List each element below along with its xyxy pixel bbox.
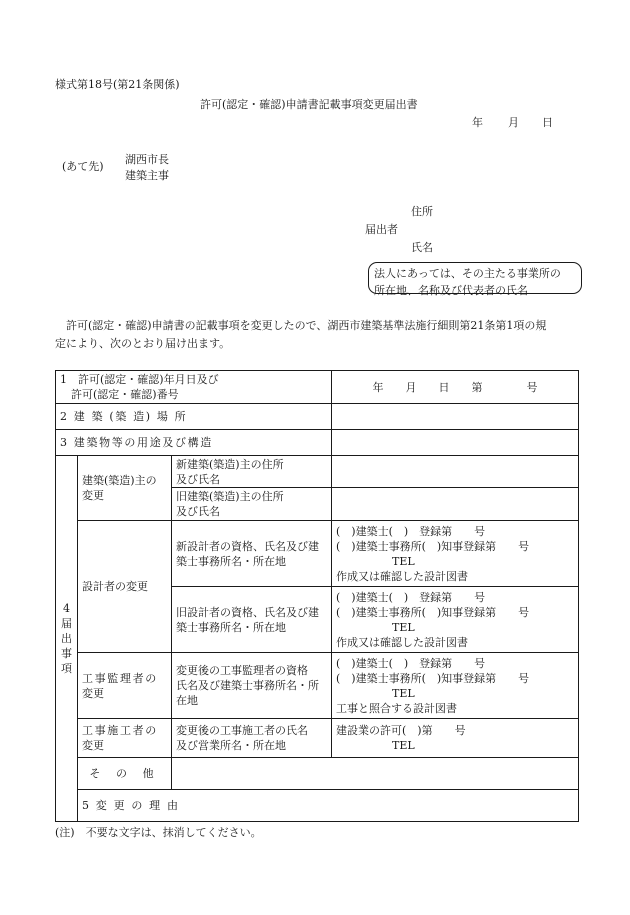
corporate-note-line2: 所在地、名称及び代表者の氏名 [374,284,528,297]
supervisor-tel: TEL [392,686,415,700]
supervisor-val-line1: ( )建築士( ) 登録第 号 [336,656,486,670]
row-contractor [56,719,579,758]
contractor-tel: TEL [392,739,415,752]
owner-new-value[interactable] [332,456,579,488]
designer-new-line2: 築士事務所名・所在地 [176,554,286,568]
owner-new-line1: 新建築(築造)主の住所 [176,457,284,471]
owner-change-label [78,456,172,521]
owner-change-label-line1: 建築(築造)主の [82,474,157,487]
permit-date-label-line1: 1 許可(認定・確認)年月日及び [60,373,219,386]
owner-old-value[interactable] [332,488,579,521]
designer-new-value[interactable] [332,521,579,587]
form-number: 様式第18号(第21条関係) [55,78,180,91]
building-use-value[interactable] [332,430,579,456]
contractor-desc [172,719,332,758]
footnote: (注) 不要な文字は、抹消してください。 [55,826,262,839]
date-year-label: 年 [472,116,483,129]
supervisor-change-label [78,653,172,719]
notification-table [55,370,579,822]
construction-site-label: 2 建 築 (築 造) 場 所 [56,404,332,430]
contractor-val-line1: 建設業の許可( )第 号 [336,724,466,737]
owner-old-label [172,488,332,521]
designer-old-drawings: 作成又は確認した設計図書 [336,635,469,649]
designer-change-label: 設計者の変更 [78,521,172,653]
row-designer-new [56,521,579,587]
section4-char-3: 事 [61,647,72,660]
contractor-desc-line1: 変更後の工事施工者の氏名 [176,724,308,737]
supervisor-val-line2: ( )建築士事務所( )知事登録第 号 [336,671,530,685]
row-permit-number [56,371,579,404]
other-label: そ の 他 [78,758,172,790]
supervisor-desc-line2: 氏名及び建築士事務所名・所 [176,679,319,692]
designer-new-val-line2: ( )建築士事務所( )知事登録第 号 [336,539,530,553]
designer-new-drawings: 作成又は確認した設計図書 [336,569,469,583]
owner-new-label [172,456,332,488]
contractor-desc-line2: 及び営業所名・所在地 [176,739,286,752]
body-text-line1: 許可(認定・確認)申請書の記載事項を変更したので、湖西市建築基準法施行細則第21条第1項の規 [66,319,547,332]
section4-vertical-label [56,456,78,822]
date-month-label: 月 [508,116,519,129]
supervisor-desc-line3: 在地 [176,694,198,707]
designer-old-value[interactable] [332,587,579,653]
permit-date-label-line2: 許可(認定・確認)番号 [60,388,179,401]
section4-char-1: 届 [61,617,72,630]
section4-number: 4 [63,602,70,615]
contractor-change-label [78,719,172,758]
body-text-line2: 定により、次のとおり届け出ます。 [55,337,231,350]
designer-new-val-line1: ( )建築士( ) 登録第 号 [336,524,486,538]
contractor-label-line2: 変更 [82,739,104,752]
row-change-reason [56,790,579,822]
document-title: 許可(認定・確認)申請書記載事項変更届出書 [200,98,418,111]
contractor-label-line1: 工事施工者の [82,724,158,737]
owner-change-label-line2: 変更 [82,489,104,502]
section4-char-4: 項 [61,662,72,675]
designer-old-val-line2: ( )建築士事務所( )知事登録第 号 [336,605,530,619]
applicant-address-label: 住所 [411,205,433,218]
applicant-role-label: 届出者 [365,223,398,236]
other-value[interactable] [172,758,579,790]
designer-old-label [172,587,332,653]
supervisor-label-line1: 工事監理者の [82,671,158,685]
supervisor-desc [172,653,332,719]
row-construction-site [56,404,579,430]
supervisor-value[interactable] [332,653,579,719]
date-day-label: 日 [542,116,553,129]
owner-old-line2: 及び氏名 [176,505,220,518]
addressee-building-official: 建築主事 [125,169,169,182]
applicant-name-label: 氏名 [411,241,433,254]
designer-old-val-line1: ( )建築士( ) 登録第 号 [336,590,486,604]
contractor-value[interactable] [332,719,579,758]
supervisor-label-line2: 変更 [82,686,104,700]
designer-old-tel: TEL [392,620,415,634]
supervisor-desc-line1: 変更後の工事監理者の資格 [176,664,308,677]
designer-old-line2: 築士事務所名・所在地 [176,620,286,634]
permit-date-value[interactable]: 年 月 日 第 号 [332,371,579,404]
row-other [56,758,579,790]
row-owner-new [56,456,579,488]
building-use-label: 3 建築物等の用途及び構造 [56,430,332,456]
corporate-note-bracket [368,262,582,297]
section4-char-2: 出 [61,632,72,645]
change-reason-label: 5 変 更 の 理 由 [78,790,579,822]
row-supervisor [56,653,579,719]
designer-new-label [172,521,332,587]
corporate-note-line1: 法人にあっては、その主たる事業所の [374,267,561,280]
construction-site-value[interactable] [332,404,579,430]
owner-old-line1: 旧建築(築造)主の住所 [176,490,284,503]
addressee-label: (あて先) [62,160,104,173]
addressee-mayor: 湖西市長 [125,153,169,166]
designer-new-line1: 新設計者の資格、氏名及び建 [176,539,319,553]
supervisor-drawings: 工事と照合する設計図書 [336,701,458,715]
owner-new-line2: 及び氏名 [176,472,220,486]
designer-old-line1: 旧設計者の資格、氏名及び建 [176,605,319,619]
designer-new-tel: TEL [392,554,415,568]
row-building-use [56,430,579,456]
